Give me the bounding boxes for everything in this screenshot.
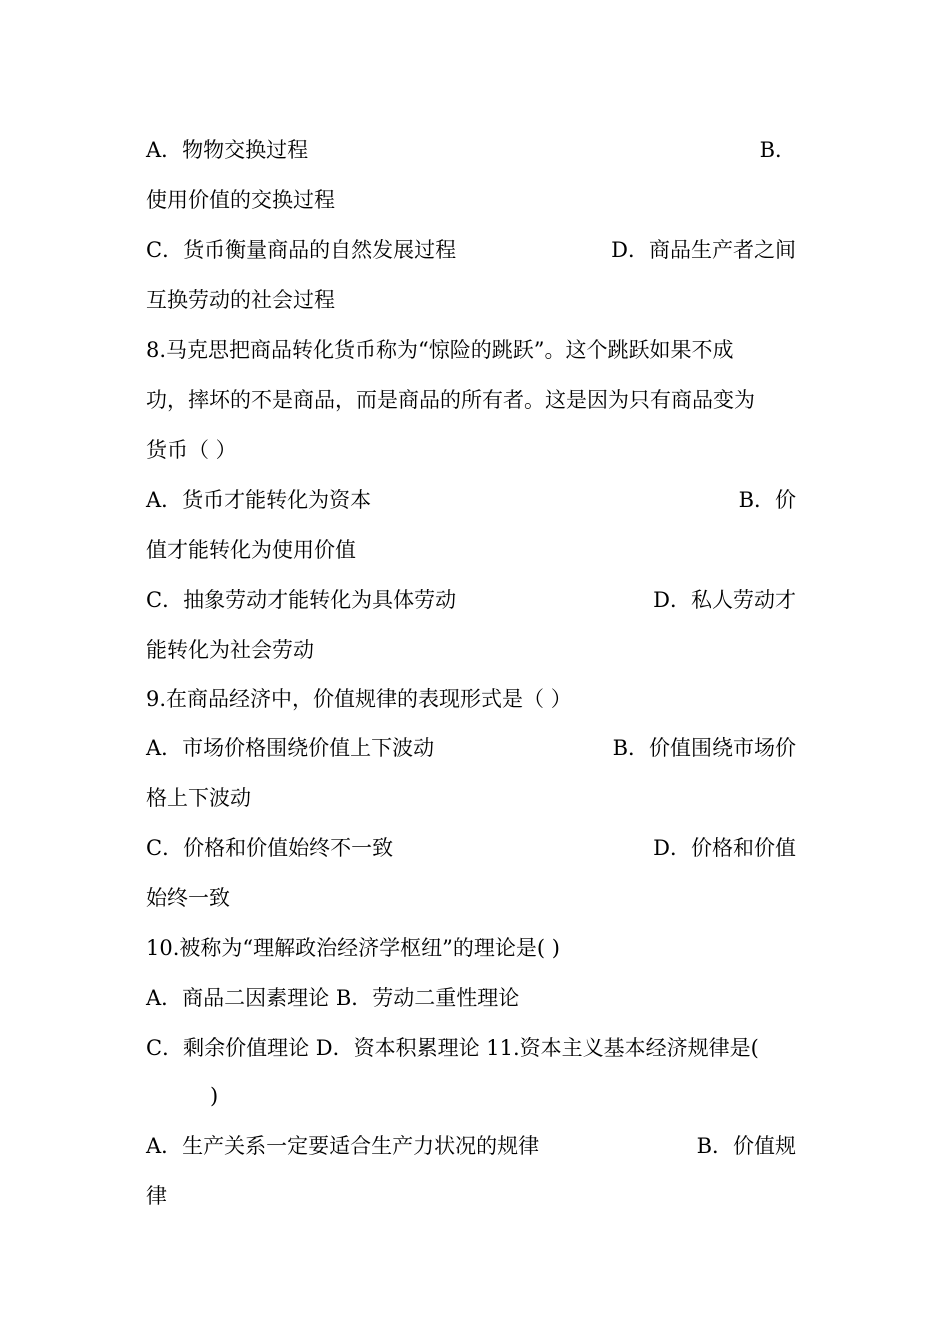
option-text: 值才能转化为使用价值 bbox=[146, 538, 356, 562]
option-line bbox=[146, 485, 796, 515]
option-text: 能转化为社会劳动 bbox=[146, 638, 314, 662]
option-text: 互换劳动的社会过程 bbox=[146, 288, 335, 312]
question-text: 8.马克思把商品转化货币称为“惊险的跳跃”。这个跳跃如果不成 bbox=[146, 338, 734, 362]
option-text-right: D．商品生产者之间 bbox=[611, 238, 796, 262]
option-text: 使用价值的交换过程 bbox=[146, 188, 335, 212]
option-text: A．商品二因素理论 B．劳动二重性理论 bbox=[146, 986, 520, 1010]
question-line bbox=[146, 684, 796, 714]
option-text: A．生产关系一定要适合生产力状况的规律 bbox=[146, 1134, 540, 1158]
question-text: ) bbox=[210, 1084, 219, 1108]
option-continuation bbox=[146, 535, 796, 565]
option-line bbox=[146, 135, 796, 165]
option-line bbox=[146, 585, 796, 615]
option-text: C．价格和价值始终不一致 bbox=[146, 836, 394, 860]
option-text-right: B．价值围绕市场价 bbox=[612, 736, 796, 760]
option-text-right: D．私人劳动才 bbox=[653, 588, 796, 612]
option-text: 格上下波动 bbox=[146, 786, 251, 810]
option-text: 律 bbox=[146, 1184, 167, 1208]
option-text-right: D．价格和价值 bbox=[653, 836, 796, 860]
option-text-right: B．价值规 bbox=[696, 1134, 796, 1158]
question-line bbox=[146, 335, 796, 365]
question-line bbox=[146, 385, 796, 415]
option-continuation bbox=[146, 783, 796, 813]
question-line bbox=[146, 933, 796, 963]
option-line bbox=[146, 235, 796, 265]
option-continuation bbox=[146, 1181, 796, 1211]
question-text: 9.在商品经济中，价值规律的表现形式是（ ） bbox=[146, 687, 572, 711]
option-text: A．市场价格围绕价值上下波动 bbox=[146, 736, 435, 760]
option-text: C．抽象劳动才能转化为具体劳动 bbox=[146, 588, 457, 612]
question-line bbox=[210, 1081, 796, 1111]
option-continuation bbox=[146, 185, 796, 215]
question-text: 货币（ ） bbox=[146, 438, 237, 462]
option-line bbox=[146, 1131, 796, 1161]
option-line bbox=[146, 1033, 796, 1063]
option-line bbox=[146, 983, 796, 1013]
option-text: A．货币才能转化为资本 bbox=[146, 488, 372, 512]
option-line bbox=[146, 833, 796, 863]
option-continuation bbox=[146, 635, 796, 665]
option-line bbox=[146, 733, 796, 763]
option-text: C．剩余价值理论 D．资本积累理论 11.资本主义基本经济规律是( bbox=[146, 1036, 759, 1060]
question-line bbox=[146, 435, 796, 465]
option-continuation bbox=[146, 285, 796, 315]
option-text-right: B．价 bbox=[738, 488, 796, 512]
option-text-right: B． bbox=[759, 138, 796, 162]
question-text: 功，摔坏的不是商品，而是商品的所有者。这是因为只有商品变为 bbox=[146, 388, 755, 412]
option-text: 始终一致 bbox=[146, 886, 230, 910]
option-text: C．货币衡量商品的自然发展过程 bbox=[146, 238, 457, 262]
option-continuation bbox=[146, 883, 796, 913]
question-text: 10.被称为“理解政治经济学枢纽”的理论是( ) bbox=[146, 936, 560, 960]
option-text: A．物物交换过程 bbox=[146, 138, 309, 162]
